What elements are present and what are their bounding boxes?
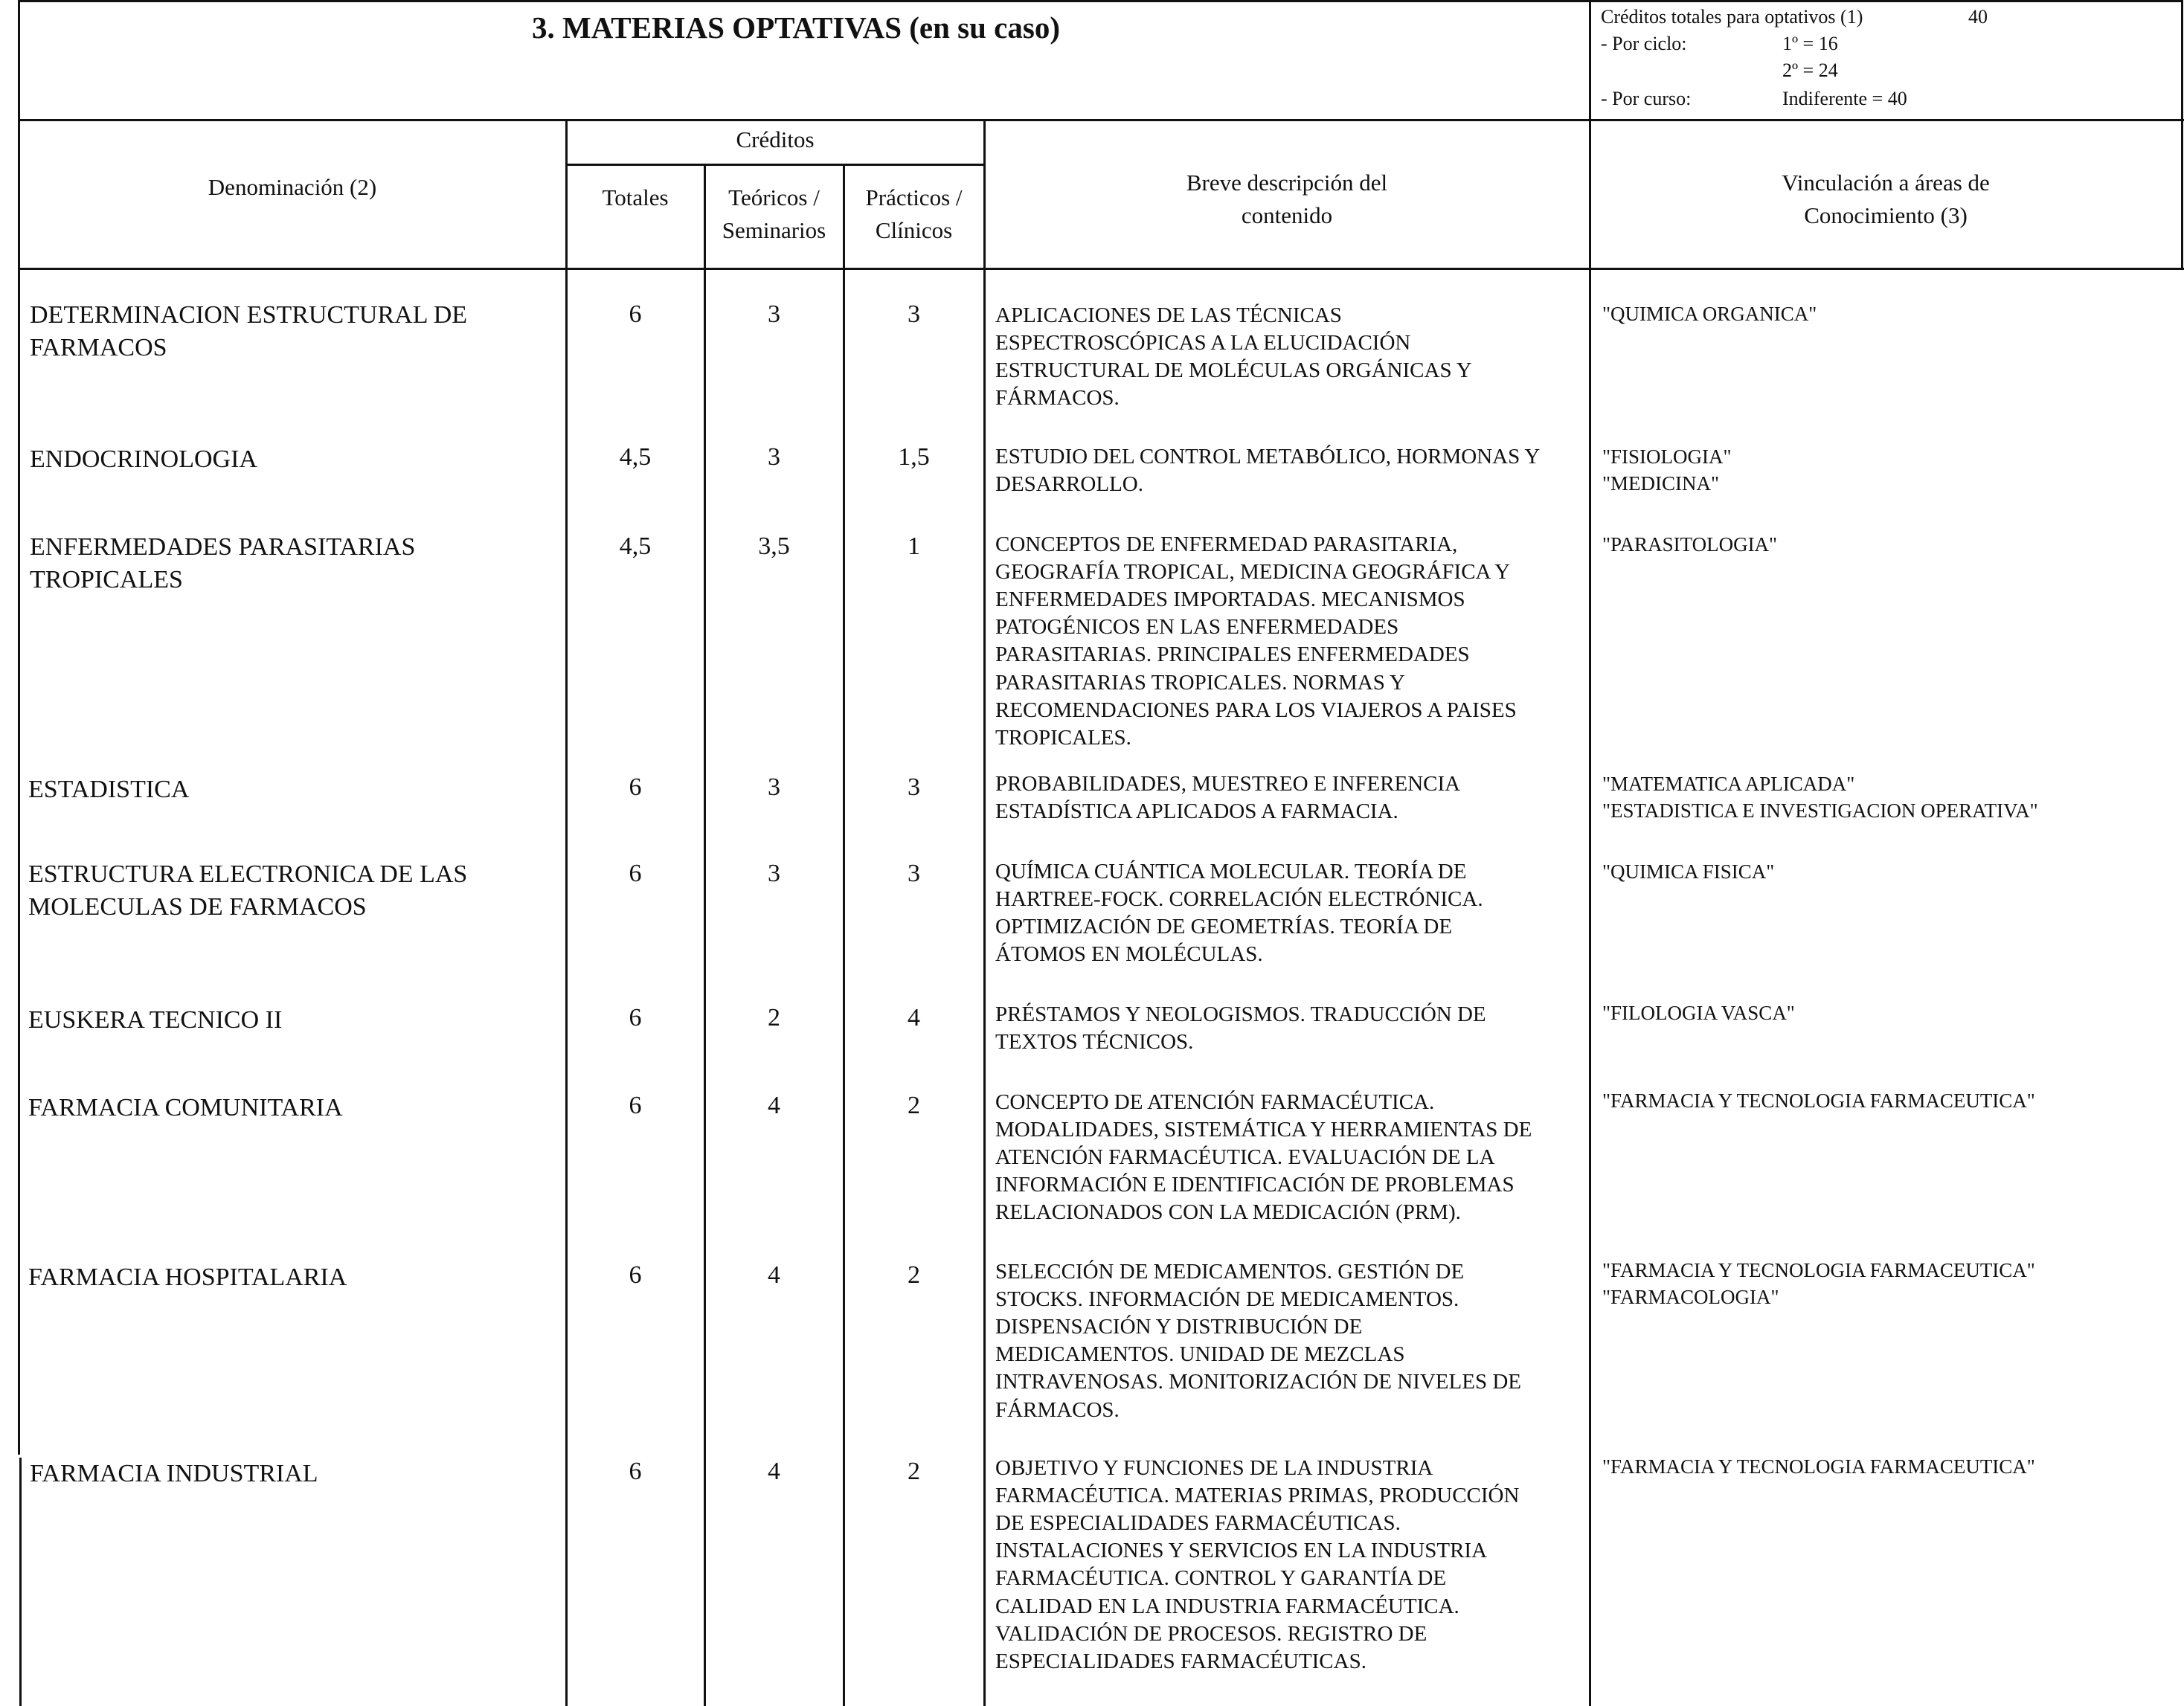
subject-description: PROBABILIDADES, MUESTREO E INFERENCIA ESTADÍSTICA APLICADOS A FARMACIA. (995, 772, 1461, 824)
subject-description: PRÉSTAMOS Y NEOLOGISMOS. TRADUCCIÓN DE TEXTOS TÉCNICOS. (995, 1002, 1486, 1055)
header-totales: Totales (602, 184, 669, 210)
subject-name: DETERMINACION ESTRUCTURAL DE FARMACOS (30, 301, 468, 361)
page-title: 3. MATERIAS OPTATIVAS (en su caso) (532, 10, 1060, 45)
credits-practicos: 3 (908, 300, 920, 328)
credits-totales: 4,5 (619, 532, 652, 560)
credits-practicos: 2 (908, 1092, 920, 1119)
knowledge-areas: "FARMACIA Y TECNOLOGIA FARMACEUTICA" "FARMACOLOGIA" (1602, 1259, 2035, 1309)
credits-totales: 6 (629, 1004, 642, 1031)
knowledge-areas: "PARASITOLOGIA" (1602, 533, 1778, 556)
knowledge-areas: "FARMACIA Y TECNOLOGIA FARMACEUTICA" (1602, 1455, 2035, 1478)
credits-teoricos: 3 (768, 773, 780, 801)
subject-name: ESTADISTICA (28, 776, 190, 803)
knowledge-areas: "FARMACIA Y TECNOLOGIA FARMACEUTICA" (1602, 1089, 2035, 1112)
credits-totales: 6 (629, 860, 642, 887)
subject-description: APLICACIONES DE LAS TÉCNICAS ESPECTROSCÓPICAS A LA ELUCIDACIÓN ESTRUCTURAL DE MOLÉCULAS ORGÁNICAS Y FÁRMACOS. (995, 303, 1472, 411)
credits-practicos: 2 (908, 1261, 920, 1289)
credits-cycle-first: 1º = 16 (1782, 33, 1838, 54)
credits-practicos: 4 (908, 1004, 920, 1031)
subject-description: QUÍMICA CUÁNTICA MOLECULAR. TEORÍA DE HARTREE-FOCK. CORRELACIÓN ELECTRÓNICA. OPTIMIZACIÓN DE GEOMETRÍAS. TEORÍA DE ÁTOMOS EN MOLÉCULAS. (995, 860, 1483, 967)
credits-teoricos: 2 (768, 1004, 780, 1031)
credits-totales: 6 (629, 773, 642, 801)
credits-cycle-second: 2º = 24 (1782, 59, 1838, 81)
subject-description: SELECCIÓN DE MEDICAMENTOS. GESTIÓN DE STOCKS. INFORMACIÓN DE MEDICAMENTOS. DISPENSACIÓN Y DISTRIBUCIÓN DE MEDICAMENTOS. UNIDAD DE MEZCLAS INTRAVENOSAS. MONITORIZACIÓN DE NIVELES DE FÁRMACOS. (995, 1260, 1521, 1422)
credits-teoricos: 4 (768, 1092, 780, 1119)
header-practicos: Prácticos / Clínicos (865, 184, 963, 244)
credits-teoricos: 3,5 (758, 532, 790, 560)
knowledge-areas: "FISIOLOGIA" "MEDICINA" (1602, 445, 1732, 495)
subject-description: ESTUDIO DEL CONTROL METABÓLICO, HORMONAS Y DESARROLLO. (995, 445, 1541, 497)
credits-practicos: 3 (908, 860, 920, 887)
subject-name: ENDOCRINOLOGIA (30, 445, 257, 473)
header-creditos: Créditos (736, 126, 815, 152)
header-teoricos: Teóricos / Seminarios (722, 184, 826, 244)
header-descripcion: Breve descripción del contenido (1186, 170, 1388, 229)
knowledge-areas: "MATEMATICA APLICADA" "ESTADISTICA E INVESTIGACION OPERATIVA" (1602, 773, 2038, 823)
credits-totales: 6 (629, 1092, 642, 1119)
credits-practicos: 2 (908, 1458, 920, 1485)
subject-name: FARMACIA INDUSTRIAL (30, 1460, 318, 1487)
credits-totales: 6 (629, 1261, 642, 1289)
subject-description: CONCEPTO DE ATENCIÓN FARMACÉUTICA. MODALIDADES, SISTEMÁTICA Y HERRAMIENTAS DE ATENCIÓN FARMACÉUTICA. EVALUACIÓN DE LA INFORMACIÓN E IDENTIFICACIÓN DE PROBLEMAS RELACIONADOS CON LA MEDICACIÓN (PRM). (995, 1090, 1532, 1225)
subject-name: FARMACIA HOSPITALARIA (28, 1264, 347, 1291)
credits-practicos: 1,5 (898, 443, 930, 471)
credits-totales: 4,5 (619, 443, 652, 471)
credits-course-label: - Por curso: (1601, 88, 1692, 109)
credits-teoricos: 3 (768, 443, 780, 471)
credits-practicos: 1 (908, 532, 920, 560)
knowledge-areas: "QUIMICA FISICA" (1602, 860, 1775, 883)
credits-cycle-label: - Por ciclo: (1601, 33, 1687, 54)
credits-teoricos: 3 (768, 300, 780, 328)
credits-totales: 6 (629, 300, 642, 328)
knowledge-areas: "QUIMICA ORGANICA" (1602, 303, 1817, 325)
header-denominacion: Denominación (2) (208, 174, 377, 200)
subject-name: EUSKERA TECNICO II (28, 1006, 283, 1034)
credits-course-value: Indiferente = 40 (1782, 88, 1907, 109)
credits-teoricos: 4 (768, 1458, 780, 1485)
subject-description: OBJETIVO Y FUNCIONES DE LA INDUSTRIA FARMACÉUTICA. MATERIAS PRIMAS, PRODUCCIÓN DE ESPECIALIDADES FARMACÉUTICAS. INSTALACIONES Y SERVICIOS EN LA INDUSTRIA FARMACÉUTICA. CONTROL Y GARANTÍA DE CALIDAD EN LA INDUSTRIA FARMACÉUTICA. VALIDACIÓN DE PROCESOS. REGISTRO DE ESPECIALIDADES FARMACÉUTICAS. (995, 1456, 1520, 1673)
credits-practicos: 3 (908, 773, 920, 801)
credits-teoricos: 3 (768, 860, 780, 887)
subject-name: ESTRUCTURA ELECTRONICA DE LAS MOLECULAS DE FARMACOS (28, 860, 468, 921)
header-vinculacion: Vinculación a áreas de Conocimiento (3) (1782, 170, 1990, 229)
subject-name: ENFERMEDADES PARASITARIAS TROPICALES (30, 533, 416, 593)
credits-total-label: Créditos totales para optativos (1) (1601, 6, 1863, 28)
credits-totales: 6 (629, 1458, 642, 1485)
subject-description: CONCEPTOS DE ENFERMEDAD PARASITARIA, GEOGRAFÍA TROPICAL, MEDICINA GEOGRÁFICA Y ENFERMEDADES IMPORTADAS. MECANISMOS PATOGÉNICOS EN LAS ENFERMEDADES PARASITARIAS. PRINCIPALES ENFERMEDADES PARASITARIAS TROPICALES. NORMAS Y RECOMENDACIONES PARA LOS VIAJEROS A PAISES TROPICALES. (995, 532, 1517, 750)
credits-teoricos: 4 (768, 1261, 780, 1289)
subject-name: FARMACIA COMUNITARIA (28, 1094, 343, 1121)
knowledge-areas: "FILOLOGIA VASCA" (1602, 1002, 1795, 1024)
credits-total-value: 40 (1968, 6, 1988, 28)
